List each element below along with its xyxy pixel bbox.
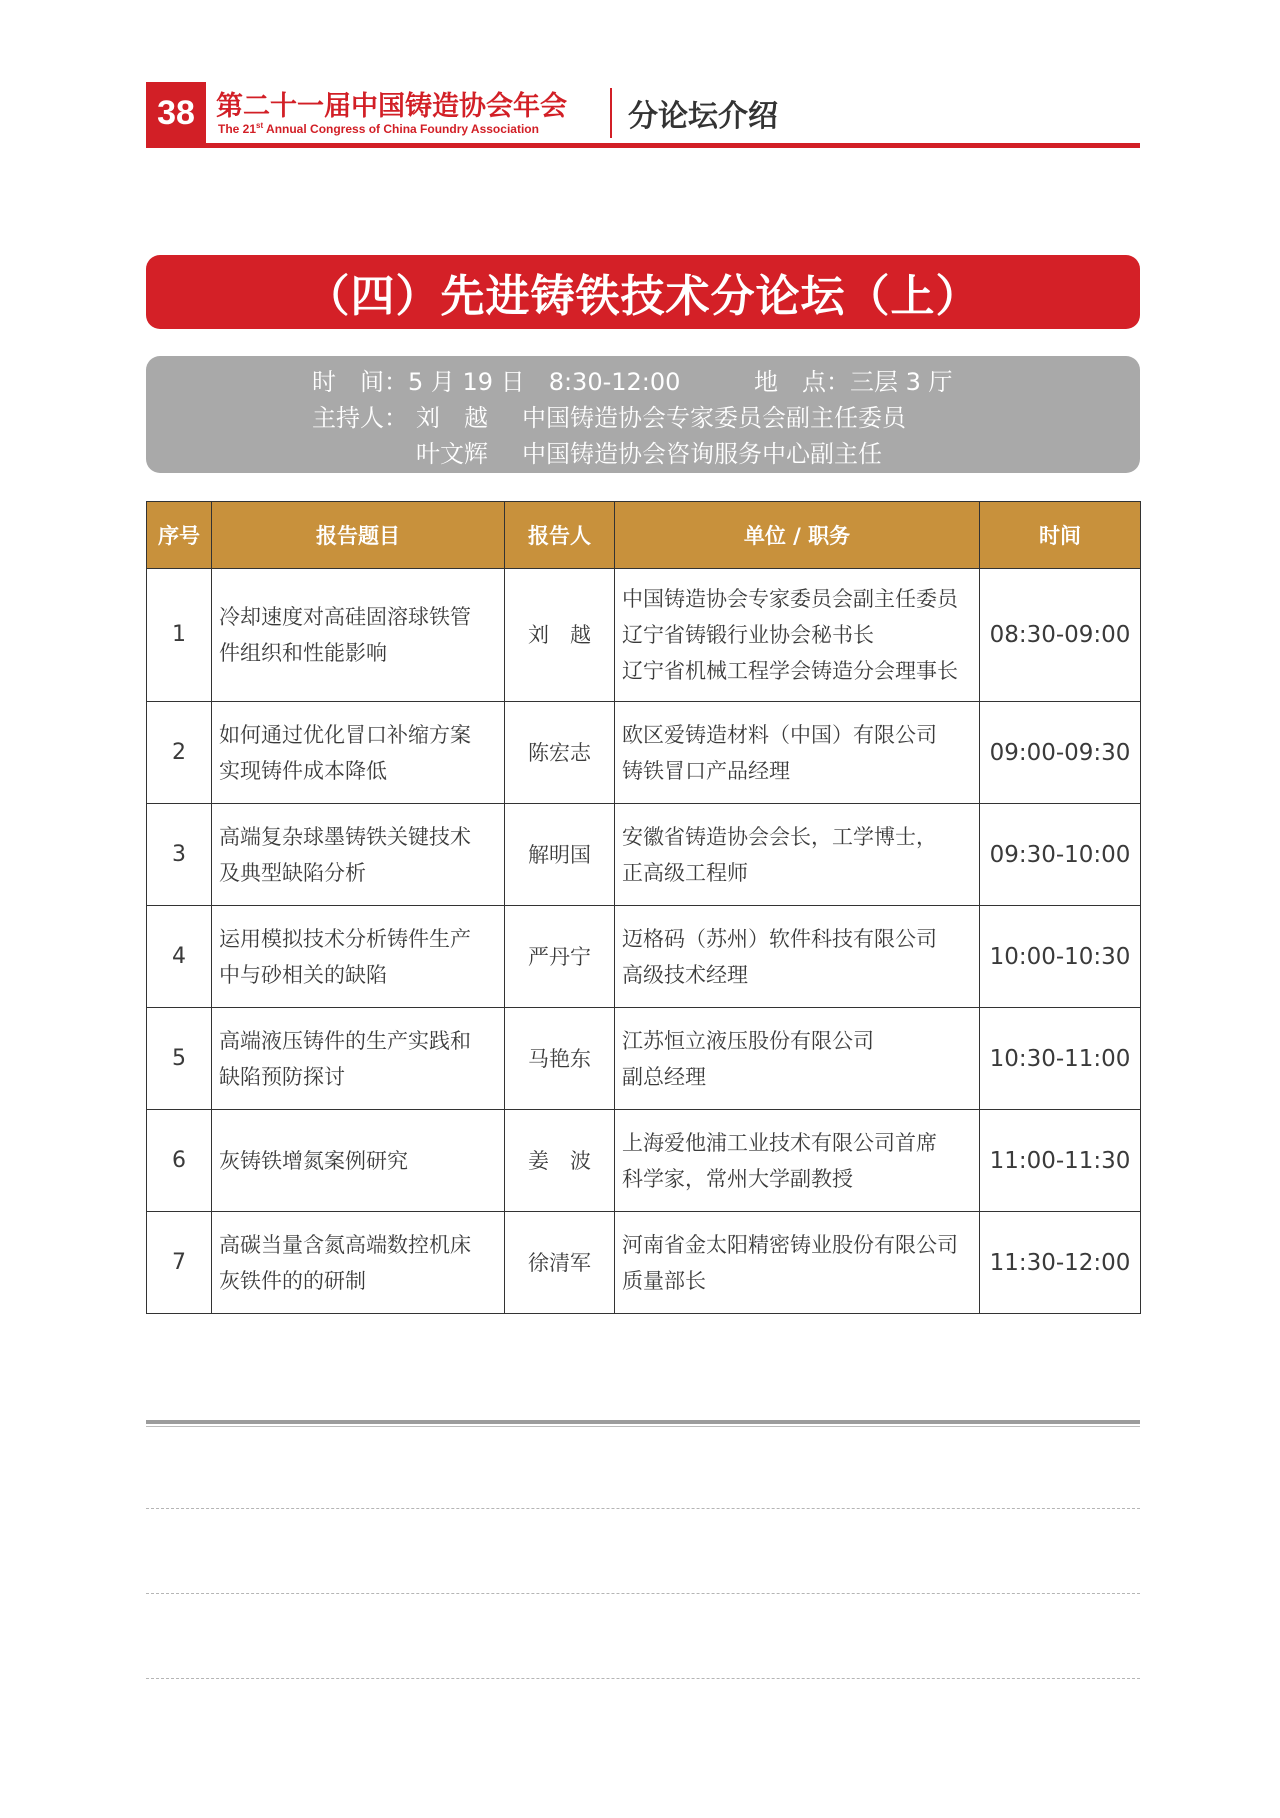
table-row <box>147 1110 1141 1212</box>
affiliation-line: 科学家，常州大学副教授 <box>622 1166 853 1191</box>
row-speaker: 刘 越 <box>505 569 615 702</box>
affiliation-line: 欧区爱铸造材料（中国）有限公司 <box>622 722 937 747</box>
place-line <box>754 362 953 397</box>
topic-line: 灰铸铁增氮案例研究 <box>219 1148 408 1173</box>
topic-line: 高碳当量含氮高端数控机床 <box>219 1232 471 1257</box>
topic-line: 灰铁件的的研制 <box>219 1268 366 1293</box>
affiliation-line: 高级技术经理 <box>622 962 748 987</box>
table-row <box>147 906 1141 1008</box>
topic-line: 缺陷预防探讨 <box>219 1064 345 1089</box>
host-title: 中国铸造协会咨询服务中心副主任 <box>522 440 882 468</box>
row-number: 3 <box>147 804 212 906</box>
row-time: 09:00-09:30 <box>980 702 1141 804</box>
host-name: 叶文辉 <box>416 440 488 468</box>
header-affiliation: 单位 / 职务 <box>615 502 980 569</box>
host-title: 中国铸造协会专家委员会副主任委员 <box>522 404 906 432</box>
time-value: 5 月 19 日 8:30-12:00 <box>408 368 681 396</box>
topic-line: 运用模拟技术分析铸件生产 <box>219 926 471 951</box>
table-row <box>147 1212 1141 1314</box>
row-speaker: 徐清军 <box>505 1212 615 1314</box>
topic-line: 如何通过优化冒口补缩方案 <box>219 722 471 747</box>
row-topic <box>212 804 505 906</box>
header-no: 序号 <box>147 502 212 569</box>
affiliation-line: 正高级工程师 <box>622 860 748 885</box>
affiliation-line: 副总经理 <box>622 1064 706 1089</box>
affiliation-line: 河南省金太阳精密铸业股份有限公司 <box>622 1232 958 1257</box>
header-time: 时间 <box>980 502 1141 569</box>
topic-line: 及典型缺陷分析 <box>219 860 366 885</box>
row-time: 11:30-12:00 <box>980 1212 1141 1314</box>
affiliation-line: 中国铸造协会专家委员会副主任委员 <box>622 587 958 611</box>
table-row <box>147 702 1141 804</box>
row-time: 08:30-09:00 <box>980 569 1141 702</box>
forum-title: （四）先进铸铁技术分论坛（上） <box>305 271 981 322</box>
table-row <box>147 1008 1141 1110</box>
row-speaker: 陈宏志 <box>505 702 615 804</box>
row-affiliation <box>615 906 980 1008</box>
topic-line: 中与砂相关的缺陷 <box>219 962 387 987</box>
schedule-table <box>146 501 1141 1314</box>
host-label: 主持人： <box>312 404 408 432</box>
table-row <box>147 569 1141 702</box>
row-number: 7 <box>147 1212 212 1314</box>
note-line <box>146 1678 1140 1679</box>
row-number: 1 <box>147 569 212 702</box>
congress-title-en <box>218 121 539 136</box>
row-topic <box>212 1110 505 1212</box>
time-label: 时 间： <box>312 368 408 396</box>
table-row <box>147 804 1141 906</box>
row-time: 11:00-11:30 <box>980 1110 1141 1212</box>
affiliation-line: 迈格码（苏州）软件科技有限公司 <box>622 926 937 951</box>
row-number: 6 <box>147 1110 212 1212</box>
affiliation-line: 质量部长 <box>622 1268 706 1293</box>
row-affiliation <box>615 702 980 804</box>
header-rule <box>146 143 1140 148</box>
page-number: 38 <box>146 82 206 144</box>
host-name: 刘 越 <box>416 404 488 432</box>
congress-en-ordinal: st <box>256 121 264 130</box>
affiliation-line: 辽宁省机械工程学会铸造分会理事长 <box>622 659 958 683</box>
section-title: 分论坛介绍 <box>628 99 778 134</box>
affiliation-line: 辽宁省铸锻行业协会秘书长 <box>622 623 874 647</box>
row-topic <box>212 1008 505 1110</box>
row-speaker: 马艳东 <box>505 1008 615 1110</box>
place-label: 地 点： <box>754 368 850 396</box>
topic-line: 实现铸件成本降低 <box>219 758 387 783</box>
row-time: 10:00-10:30 <box>980 906 1141 1008</box>
congress-title-cn: 第二十一届中国铸造协会年会 <box>216 91 567 122</box>
row-affiliation <box>615 569 980 702</box>
row-affiliation <box>615 1110 980 1212</box>
row-speaker: 姜 波 <box>505 1110 615 1212</box>
header-topic: 报告题目 <box>212 502 505 569</box>
note-line <box>146 1508 1140 1509</box>
session-info-box <box>146 356 1140 473</box>
row-topic <box>212 702 505 804</box>
row-affiliation <box>615 1212 980 1314</box>
page-header <box>146 82 1140 146</box>
row-speaker: 严丹宁 <box>505 906 615 1008</box>
row-topic <box>212 906 505 1008</box>
header-speaker: 报告人 <box>505 502 615 569</box>
row-time: 10:30-11:00 <box>980 1008 1141 1110</box>
affiliation-line: 安徽省铸造协会会长，工学博士， <box>622 824 937 849</box>
row-number: 4 <box>147 906 212 1008</box>
row-affiliation <box>615 1008 980 1110</box>
affiliation-line: 铸铁冒口产品经理 <box>622 758 790 783</box>
header-divider <box>610 88 612 138</box>
topic-line: 冷却速度对高硅固溶球铁管 <box>219 605 471 629</box>
note-line <box>146 1593 1140 1594</box>
place-value: 三层 3 厅 <box>850 368 953 396</box>
row-topic <box>212 569 505 702</box>
table-header-row <box>147 502 1141 569</box>
affiliation-line: 江苏恒立液压股份有限公司 <box>622 1028 874 1053</box>
footer-rule <box>146 1420 1140 1424</box>
row-time: 09:30-10:00 <box>980 804 1141 906</box>
time-line <box>312 362 680 397</box>
footer-rule-thin <box>146 1426 1140 1427</box>
row-number: 5 <box>147 1008 212 1110</box>
row-number: 2 <box>147 702 212 804</box>
forum-title-banner <box>146 255 1140 329</box>
topic-line: 高端液压铸件的生产实践和 <box>219 1028 471 1053</box>
congress-en-prefix: The 21 <box>218 122 257 136</box>
congress-en-suffix: Annual Congress of China Foundry Association <box>263 122 539 136</box>
topic-line: 件组织和性能影响 <box>219 641 387 665</box>
row-affiliation <box>615 804 980 906</box>
topic-line: 高端复杂球墨铸铁关键技术 <box>219 824 471 849</box>
row-topic <box>212 1212 505 1314</box>
affiliation-line: 上海爱他浦工业技术有限公司首席 <box>622 1130 937 1155</box>
row-speaker: 解明国 <box>505 804 615 906</box>
